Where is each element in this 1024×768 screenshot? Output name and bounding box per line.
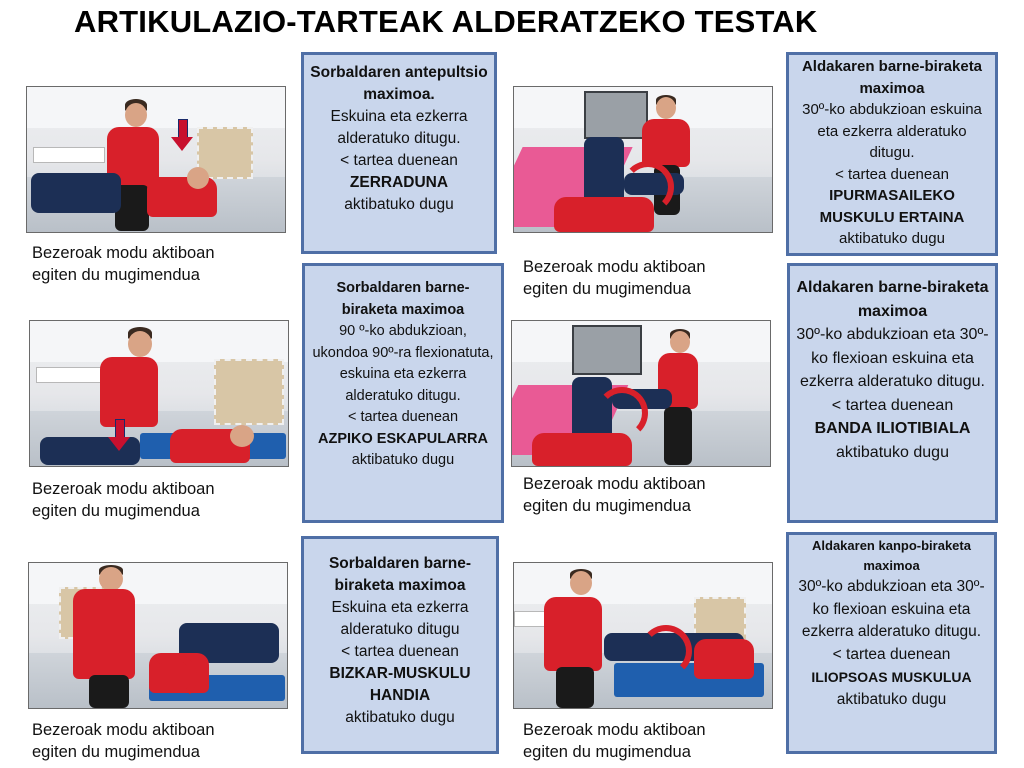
box-heading: Aldakaren barne-biraketa maximoa — [796, 279, 989, 320]
info-box-hip-internal-30 — [786, 52, 998, 256]
box-action: aktibatuko dugu — [345, 709, 455, 726]
box-range-note: < tartea duenean — [340, 152, 458, 169]
box-muscle: AZPIKO ESKAPULARRA — [318, 430, 488, 447]
box-body: 30º-ko abdukzioan eskuina eta ezkerra alderatuko ditugu. — [802, 101, 982, 161]
box-body: Eskuina eta ezkerra alderatuko ditugu. — [330, 108, 468, 147]
caption-shoulder-internal: Bezeroak modu aktiboan egiten du mugimendua — [32, 721, 215, 761]
box-heading: Sorbaldaren antepultsio maximoa. — [310, 64, 488, 103]
info-box-hip-internal-flex — [787, 263, 998, 523]
box-action: aktibatuko dugu — [836, 690, 947, 708]
photo-hip-external — [513, 562, 773, 709]
photo-shoulder-antepulsion — [26, 86, 286, 233]
caption-hip-internal-30: Bezeroak modu aktiboan egiten du mugimendua — [523, 258, 706, 298]
info-box-shoulder-internal-90 — [302, 263, 504, 523]
box-body: Eskuina eta ezkerra alderatuko ditugu — [331, 599, 469, 638]
box-muscle: ILIOPSOAS MUSKULUA — [811, 669, 972, 685]
caption-shoulder-internal-90: Bezeroak modu aktiboan egiten du mugimendua — [32, 480, 215, 520]
box-range-note: < tartea duenean — [341, 643, 459, 660]
box-muscle: BANDA ILIOTIBIALA — [814, 420, 971, 437]
box-body: 30º-ko abdukzioan eta 30º-ko flexioan eskuina eta ezkerra alderatuko ditugu. — [798, 578, 985, 640]
caption-shoulder-antepulsion: Bezeroak modu aktiboan egiten du mugimendua — [32, 244, 215, 284]
box-muscle: ZERRADUNA — [349, 174, 449, 191]
box-action: aktibatuko dugu — [839, 230, 945, 247]
box-range-note: < tartea duenean — [835, 165, 949, 183]
box-heading: Sorbaldaren barne-biraketa maximoa — [328, 555, 472, 594]
box-muscle: IPURMASAILEKO MUSKULU ERTAINA — [819, 187, 965, 226]
box-heading: Aldakaren barne-biraketa maximoa — [801, 58, 983, 97]
box-body: 30º-ko abdukzioan eta 30º-ko flexioan eskuina eta ezkerra alderatuko ditugu. — [796, 326, 989, 390]
caption-hip-internal-flex: Bezeroak modu aktiboan egiten du mugimendua — [523, 475, 706, 515]
info-box-shoulder-internal — [301, 536, 499, 754]
info-box-shoulder-antepulsion — [301, 52, 497, 254]
box-range-note: < tartea duenean — [832, 645, 951, 663]
box-heading: Aldakaren kanpo-biraketa maximoa — [812, 538, 971, 573]
box-range-note: < tartea duenean — [347, 409, 459, 425]
box-action: aktibatuko dugu — [351, 452, 455, 468]
caption-hip-external: Bezeroak modu aktiboan egiten du mugimendua — [523, 721, 706, 761]
box-muscle: BIZKAR-MUSKULU HANDIA — [329, 665, 471, 704]
box-range-note: < tartea duenean — [831, 396, 954, 414]
page-title: ARTIKULAZIO-TARTEAK ALDERATZEKO TESTAK — [74, 4, 818, 39]
box-action: aktibatuko dugu — [836, 443, 949, 461]
photo-shoulder-internal — [28, 562, 288, 709]
photo-shoulder-internal-90 — [29, 320, 289, 467]
info-box-hip-external — [786, 532, 997, 754]
photo-hip-internal-30 — [513, 86, 773, 233]
box-body: 90 º-ko abdukzioan, ukondoa 90º-ra flexionatuta, eskuina eta ezkerra alderatuko ditugu. — [312, 323, 494, 404]
box-action: aktibatuko dugu — [344, 196, 454, 213]
box-heading: Sorbaldaren barne-biraketa maximoa — [336, 280, 470, 318]
photo-hip-internal-flex — [511, 320, 771, 467]
